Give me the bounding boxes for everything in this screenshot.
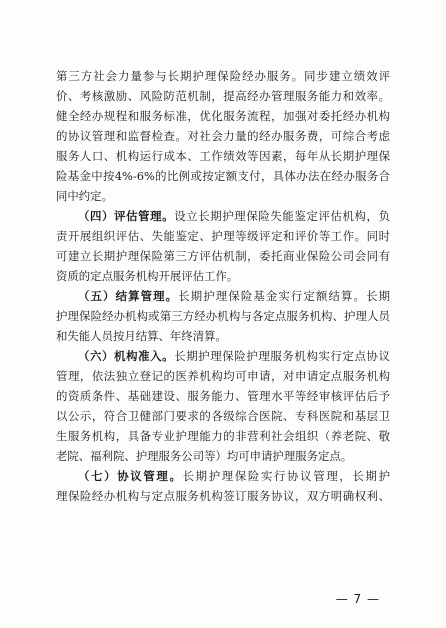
paragraph-2-line-4: 资质的定点服务机构开展评估工作。 — [56, 269, 239, 283]
paragraph-4-line-6: 老院、福利院、护理服务公司等）均可申请护理服务定点。 — [56, 449, 353, 463]
paragraph-4-line-3: 的资质条件、基础建设、服务能力、管理水平等经审核评估后予 — [56, 389, 390, 403]
paragraph-5-line-1 — [56, 466, 390, 486]
paragraph-1-line-3: 健全经办规程和服务标准，优化服务流程，加强对委托经办机构 — [56, 109, 390, 123]
paragraph-3-line-3: 和失能人员按月结算、年终清算。 — [56, 329, 227, 343]
paragraph-2-line-3: 可建立长期护理保险第三方评估机制，委托商业保险公司会同有 — [56, 249, 390, 263]
paragraph-5-text: 长期护理保险实行协议管理，长期护 — [182, 469, 390, 483]
paragraph-1-line-1: 第三方社会力量参与长期护理保险经办服务。同步建立绩效评 — [56, 69, 390, 83]
paragraph-4-line-5: 生服务机构，具备专业护理能力的非营利社会组织（养老院、敬 — [56, 429, 390, 443]
paragraph-2-text: 设立长期护理保险失能鉴定评估机构，负 — [174, 209, 390, 223]
paragraph-4-line-2: 管理，依法独立登记的医养机构均可申请，对申请定点服务机构 — [56, 369, 390, 383]
paragraph-1-line-7: 同中约定。 — [56, 189, 113, 203]
paragraph-3-text: 长期护理保险基金实行定额结算。长期 — [178, 289, 390, 303]
paragraph-1-line-5: 服务人口、机构运行成本、工作绩效等因素，每年从长期护理保 — [56, 149, 390, 163]
paragraph-1-line-6: 险基金中按4%-6%的比例或按定额支付，具体办法在经办服务合 — [56, 169, 390, 183]
paragraph-2-line-1 — [56, 206, 390, 226]
section-heading-settlement: （五）结算管理。 — [78, 289, 179, 303]
paragraph-4-text: 长期护理保险护理服务机构实行定点协议 — [174, 349, 390, 363]
page-number: — 7 — — [335, 592, 380, 606]
paragraph-1-line-2: 价、考核激励、风险防范机制，提高经办管理服务能力和效率。 — [56, 89, 390, 103]
paragraph-1-line-4: 的协议管理和监督检查。对社会力量的经办服务费，可综合考虑 — [56, 129, 390, 143]
section-heading-admission: （六）机构准入。 — [78, 349, 175, 363]
paragraph-4-line-4: 以公示，符合卫健部门要求的各级综合医院、专科医院和基层卫 — [56, 409, 390, 423]
paragraph-4-line-1 — [56, 346, 390, 366]
section-heading-agreement: （七）协议管理。 — [78, 469, 183, 483]
paragraph-3-line-2: 护理保险经办机构或第三方经办机构与各定点服务机构、护理人员 — [56, 309, 390, 323]
section-heading-assessment: （四）评估管理。 — [78, 209, 175, 223]
paragraph-2-line-2: 责开展组织评估、失能鉴定、护理等级评定和评价等工作。同时 — [56, 229, 390, 243]
paragraph-3-line-1 — [56, 286, 390, 306]
paragraph-5-line-2: 理保险经办机构与定点服务机构签订服务协议，双方明确权利、 — [56, 489, 390, 503]
document-body — [56, 66, 390, 506]
